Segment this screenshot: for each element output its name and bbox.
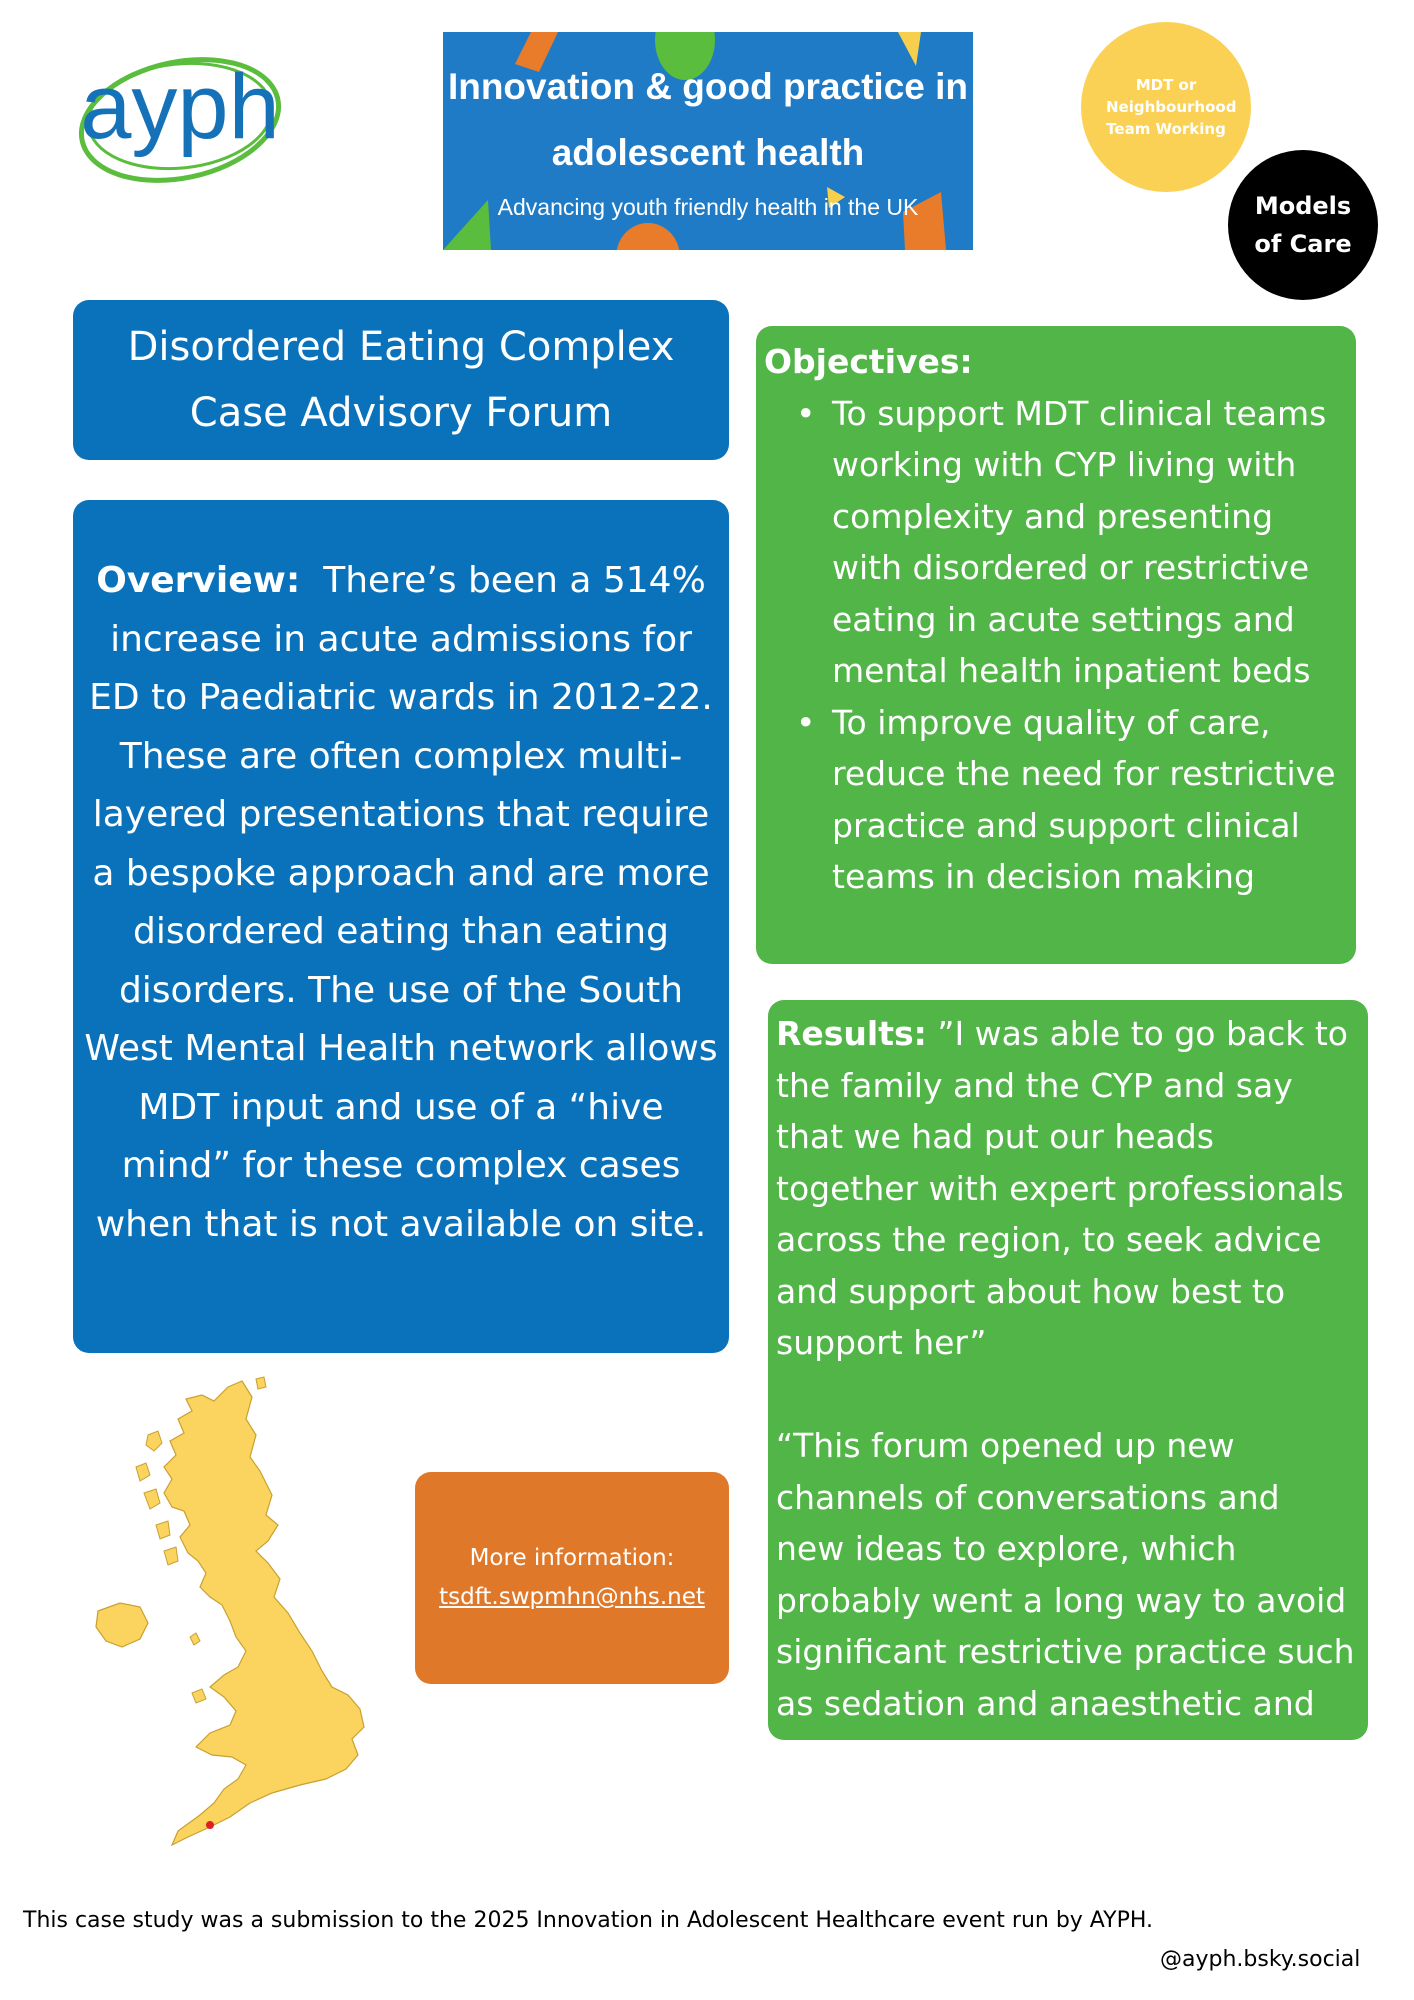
objectives-heading: Objectives: xyxy=(764,342,973,381)
uk-map xyxy=(60,1375,390,1875)
objective-text: To improve quality of care, reduce the need for restrictive practice and support clinical teams in decision making xyxy=(832,702,1336,896)
results-quote-2: “This forum opened up new channels of conversations and new ideas to explore, which probably went a long way to avoid significant restrictive practice such as sedation and anaesthetic and referral to tier 4” xyxy=(776,1426,1355,1774)
title-box xyxy=(73,300,729,460)
contact-email-link[interactable]: tsdft.swpmhn@nhs.net xyxy=(439,1584,705,1610)
overview-text: There’s been a 514% increase in acute admissions for ED to Paediatric wards in 2012-22. These are often complex multi-layered presentations that require a bespoke approach and are more disordered eating than eating disorders. The use of the South West Mental Health network allows MDT input and use of a “hive mind” for these complex cases when that is not available on site. xyxy=(84,560,718,1245)
results-quote-1: ”I was able to go back to the family and the CYP and say that we had put our heads together with expert professionals across the region, to seek advice and support about how best to support her” xyxy=(776,1014,1348,1362)
overview-label: Overview: xyxy=(96,560,301,601)
mdt-badge xyxy=(1081,22,1251,192)
banner-subtitle: Advancing youth friendly health in the UK xyxy=(497,194,919,220)
logo-text: ayph xyxy=(80,56,280,158)
overview-box xyxy=(73,500,729,1353)
page-title: Disordered Eating Complex Case Advisory Forum xyxy=(127,324,675,436)
banner-title-line1: Innovation & good practice in xyxy=(447,66,969,107)
models-badge-label: Models of Care xyxy=(1254,192,1352,258)
mdt-badge-label: MDT or Neighbourhood Team Working xyxy=(1106,76,1237,138)
banner-title-line2: adolescent health xyxy=(551,132,865,173)
objective-text: To support MDT clinical teams working with CYP living with complexity and presenting with disordered or restrictive eating in acute settings and mental health inpatient beds xyxy=(832,393,1327,690)
uk-map-graphic xyxy=(60,1375,390,1875)
ayph-logo xyxy=(30,30,330,190)
models-of-care-badge xyxy=(1228,150,1378,300)
results-quote-1-block xyxy=(776,1008,1358,1369)
more-information-label: More information: xyxy=(469,1545,675,1571)
event-banner xyxy=(443,32,973,250)
results-label: Results: xyxy=(776,1014,927,1053)
objective-item: • To support MDT clinical teams working with CYP living with complexity and presenting with disordered or restrictive eating in acute settings and mental health inpatient beds xyxy=(796,393,1327,690)
objectives-list xyxy=(764,388,1344,903)
footer-text: This case study was a submission to the 2025 Innovation in Adolescent Healthcare event run by AYPH. xyxy=(23,1908,1154,1933)
objectives-box xyxy=(756,326,1356,964)
results-box xyxy=(768,1000,1368,1774)
more-information-box xyxy=(415,1472,729,1684)
social-handle: @ayph.bsky.social xyxy=(1160,1947,1361,1972)
objective-item: • To improve quality of care, reduce the need for restrictive practice and support clinical teams in decision making xyxy=(796,702,1336,896)
ayph-logo-graphic xyxy=(30,30,330,190)
